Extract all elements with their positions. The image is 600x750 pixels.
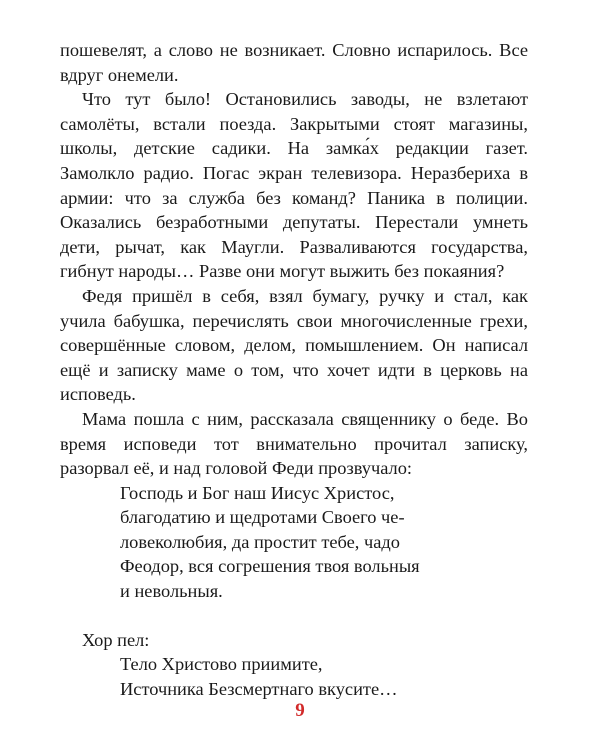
choir-intro: Хор пел:: [82, 629, 150, 650]
prayer-line: ловеколюбия, да простит тебе, чадо: [120, 531, 400, 552]
prayer-line: благодатию и щедротами Своего че-: [120, 507, 405, 528]
spacer: [60, 604, 528, 628]
paragraph: Что тут было! Остановились заводы, не взлетают самолёты, встали поезда. Закрытыми стоят магазины, школы, детские садики. На замка́х редакции газет. Замолкло радио. Погас экран телевизора. Неразбериха в армии: что за служба без команд? Паника в полиции. Оказались безработными депутаты. Перестали умнеть дети, рычат, как Маугли. Разваливаются государства, гибнут народы… Разве они могут выжить без покаяния?: [60, 89, 528, 282]
prayer-quote: [120, 481, 528, 604]
body-text: [60, 38, 528, 701]
prayer-line: Феодор, вся согрешения твоя вольныя: [120, 556, 420, 577]
page-number: 9: [295, 700, 305, 721]
hymn-line: Источника Безсмертнаго вкусите…: [120, 678, 398, 699]
paragraph: Мама пошла с ним, рассказала священнику о беде. Во время исповеди тот внимательно прочитал записку, разорвал её, и над головой Феди прозвучало:: [60, 408, 528, 479]
paragraph: Федя пришёл в себя, взял бумагу, ручку и стал, как учила бабушка, перечислять свои многочисленные грехи, совершённые словом, делом, помышлением. Он написал ещё и записку маме о том, что хочет идти в церковь на исповедь.: [60, 285, 528, 405]
prayer-line: и невольныя.: [120, 581, 223, 602]
paragraph: пошевелят, а слово не возникает. Словно испарилось. Все вдруг онемели.: [60, 40, 528, 85]
hymn-quote: [120, 652, 528, 701]
prayer-line: Господь и Бог наш Иисус Христос,: [120, 482, 395, 503]
hymn-line: Тело Христово приимите,: [120, 654, 323, 675]
